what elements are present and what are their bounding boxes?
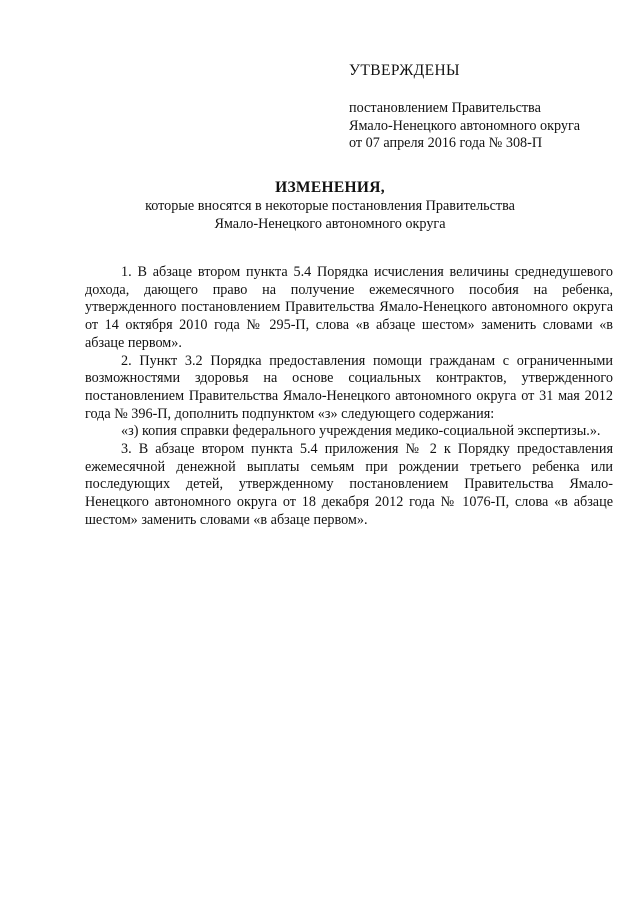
document-subtitle-line: которые вносятся в некоторые постановления Правительства [145,198,515,214]
paragraph-2: 2. Пункт 3.2 Порядка предоставления помощи гражданам с ограниченными возможностями здоровья на основе социальных контрактов, утвержденного постановлением Правительства Ямало-Ненецкого автономного округа от 31 мая 2012 года № 396-П, дополнить подпунктом «з» следующего содержания: [85,352,613,422]
approval-block [349,61,619,153]
paragraph-2-subpoint: «з) копия справки федерального учреждения медико-социальной экспертизы.». [121,423,601,440]
document-body [85,264,613,530]
approval-line: от 07 апреля 2016 года № 308-П [349,135,543,151]
paragraph-1: 1. В абзаце втором пункта 5.4 Порядка исчисления величины среднедушевого дохода, дающего право на получение ежемесячного пособия на ребенка, утвержденного постановлением Правительства Ямало-Ненецкого автономного округа от 14 октября 2010 года № 295-П, слова «в абзаце шестом» заменить словами «в абзаце первом». [85,264,613,351]
approval-line: постановлением Правительства [349,100,541,116]
approval-line: Ямало-Ненецкого автономного округа [349,117,581,134]
approval-heading: УТВЕРЖДЕНЫ [349,62,460,79]
paragraph-3: 3. В абзаце втором пункта 5.4 приложения № 2 к Порядку предоставления ежемесячной денежной выплаты семьям при рождении третьего ребенка или последующих детей, утвержденному постановлением Правительства Ямало-Ненецкого автономного округа от 18 декабря 2012 года № 1076-П, слова «в абзаце шестом» заменить словами «в абзаце первом». [85,441,613,528]
document-title-block [100,178,560,233]
document-subtitle-line: Ямало-Ненецкого автономного округа [214,216,446,232]
document-title: ИЗМЕНЕНИЯ, [275,179,385,196]
